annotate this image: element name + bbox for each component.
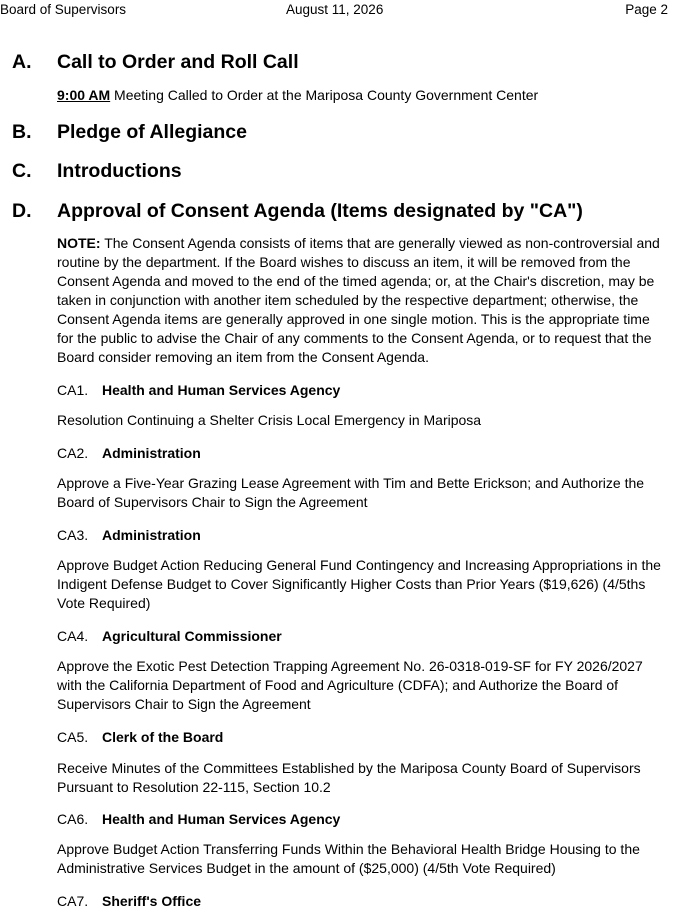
item-department: Administration <box>102 527 201 543</box>
header-date: August 11, 2026 <box>286 2 384 17</box>
call-to-order-text: Meeting Called to Order at the Mariposa County Government Center <box>110 87 539 103</box>
consent-item-description: Approve a Five-Year Grazing Lease Agreement with Tim and Bette Erickson; and Authorize the Board of Supervisors Chair to Sign the Agreement <box>57 475 645 510</box>
consent-item-heading <box>57 811 340 827</box>
section-title: Call to Order and Roll Call <box>57 51 299 73</box>
section-title: Introductions <box>57 160 182 182</box>
note-text: The Consent Agenda consists of items that are generally viewed as non-controversial and routine by the department. If the Board wishes to discuss an item, it will be removed from the Consent Agenda and moved to the end of the timed agenda; or, at the Chair's discretion, may be taken in conjunction with another item scheduled by the respective department; otherwise, the Consent Agenda items are generally approved in one single motion. This is the appropriate time for the public to advise the Chair of any comments to the Consent Agenda, or to request that the Board consider removing an item from the Consent Agenda. <box>57 235 660 365</box>
consent-agenda-note <box>57 234 662 367</box>
item-department: Administration <box>102 445 201 461</box>
item-number: CA3. <box>57 527 89 543</box>
meeting-time: 9:00 AM <box>57 87 111 103</box>
item-number: CA7. <box>57 893 89 909</box>
section-title: Approval of Consent Agenda (Items designated by "CA") <box>57 200 583 222</box>
note-label: NOTE: <box>57 235 101 251</box>
header-board-name: Board of Supervisors <box>0 2 127 17</box>
consent-item-description: Approve Budget Action Reducing General Fund Contingency and Increasing Appropriations in the Indigent Defense Budget to Cover Significantly Higher Costs than Prior Years ($19,626) (4/5ths Vote Required) <box>57 557 661 611</box>
item-number: CA6. <box>57 811 89 827</box>
item-department: Sheriff's Office <box>102 893 202 909</box>
consent-item-description: Approve the Exotic Pest Detection Trapping Agreement No. 26-0318-019-SF for FY 2026/2027 with the California Department of Food and Agriculture (CDFA); and Authorize the Board of Supervisors Chair to Sign the Agreement <box>57 658 643 712</box>
item-department: Clerk of the Board <box>102 729 224 745</box>
item-department: Agricultural Commissioner <box>102 628 282 644</box>
section-letter: B. <box>12 121 32 143</box>
header-page-number: Page 2 <box>625 2 668 17</box>
call-to-order-line <box>57 86 662 105</box>
section-a-heading <box>12 51 299 74</box>
section-title: Pledge of Allegiance <box>57 121 247 143</box>
section-d-heading <box>12 200 583 223</box>
section-letter: D. <box>12 200 32 222</box>
item-number: CA5. <box>57 729 89 745</box>
consent-item-heading <box>57 893 201 909</box>
section-c-heading <box>12 160 182 183</box>
item-number: CA1. <box>57 382 89 398</box>
item-number: CA4. <box>57 628 89 644</box>
consent-item-heading <box>57 729 223 745</box>
consent-item-description: Approve Budget Action Transferring Funds Within the Behavioral Health Bridge Housing to the Administrative Services Budget in the amount of ($25,000) (4/5th Vote Required) <box>57 841 640 876</box>
page-header <box>0 2 668 20</box>
item-department: Health and Human Services Agency <box>102 382 341 398</box>
consent-item-heading <box>57 382 340 398</box>
item-department: Health and Human Services Agency <box>102 811 341 827</box>
consent-item-heading <box>57 445 201 461</box>
consent-item-heading <box>57 628 282 644</box>
section-letter: C. <box>12 160 32 182</box>
item-number: CA2. <box>57 445 89 461</box>
section-b-heading <box>12 121 247 144</box>
consent-item-heading <box>57 527 201 543</box>
consent-item-description: Receive Minutes of the Committees Established by the Mariposa County Board of Supervisors Pursuant to Resolution 22-115, Section 10.2 <box>57 760 641 795</box>
section-letter: A. <box>12 51 32 73</box>
consent-item-description: Resolution Continuing a Shelter Crisis Local Emergency in Mariposa <box>57 412 482 428</box>
